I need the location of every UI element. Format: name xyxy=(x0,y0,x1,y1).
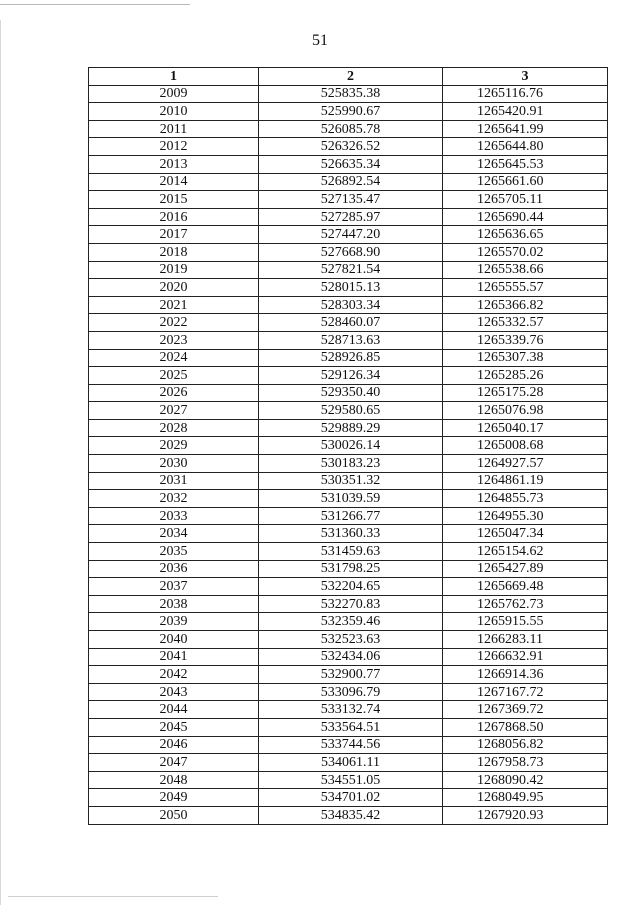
table-cell-col3: 1265555.57 xyxy=(443,279,608,297)
table-cell-col1: 2037 xyxy=(89,578,259,596)
table-cell-col1: 2023 xyxy=(89,331,259,349)
table-cell-col2: 533744.56 xyxy=(259,736,443,754)
table-header xyxy=(89,68,608,86)
table-cell-col3: 1265420.91 xyxy=(443,103,608,121)
table-row xyxy=(89,683,608,701)
table-cell-col2: 530183.23 xyxy=(259,455,443,473)
table-cell-col3: 1264955.30 xyxy=(443,507,608,525)
table-cell-col1: 2050 xyxy=(89,806,259,824)
table-cell-col2: 532523.63 xyxy=(259,631,443,649)
table-row xyxy=(89,208,608,226)
table-cell-col2: 525990.67 xyxy=(259,103,443,121)
table-cell-col1: 2024 xyxy=(89,349,259,367)
header-row xyxy=(89,68,608,86)
table-row xyxy=(89,718,608,736)
table-cell-col3: 1265339.76 xyxy=(443,331,608,349)
column-header-2: 2 xyxy=(259,68,443,86)
column-header-3: 3 xyxy=(443,68,608,86)
table-cell-col2: 528713.63 xyxy=(259,331,443,349)
table-cell-col1: 2018 xyxy=(89,243,259,261)
table-cell-col3: 1265705.11 xyxy=(443,191,608,209)
table-cell-col3: 1265661.60 xyxy=(443,173,608,191)
table-row xyxy=(89,296,608,314)
table-cell-col3: 1268049.95 xyxy=(443,789,608,807)
table-cell-col1: 2034 xyxy=(89,525,259,543)
table-row xyxy=(89,578,608,596)
table-row xyxy=(89,613,608,631)
table-cell-col1: 2044 xyxy=(89,701,259,719)
table-row xyxy=(89,595,608,613)
table-row xyxy=(89,314,608,332)
table-row xyxy=(89,155,608,173)
table-cell-col1: 2031 xyxy=(89,472,259,490)
scan-edge-top xyxy=(0,4,190,5)
table-cell-col1: 2032 xyxy=(89,490,259,508)
table-row xyxy=(89,419,608,437)
page-number: 51 xyxy=(312,32,328,49)
table-cell-col1: 2047 xyxy=(89,754,259,772)
table-cell-col1: 2013 xyxy=(89,155,259,173)
table-cell-col2: 529580.65 xyxy=(259,402,443,420)
table-cell-col3: 1266632.91 xyxy=(443,648,608,666)
table-cell-col2: 527285.97 xyxy=(259,208,443,226)
table-cell-col1: 2026 xyxy=(89,384,259,402)
table-cell-col2: 529126.34 xyxy=(259,367,443,385)
table-cell-col3: 1265076.98 xyxy=(443,402,608,420)
table-cell-col3: 1264861.19 xyxy=(443,472,608,490)
table-cell-col2: 530351.32 xyxy=(259,472,443,490)
table-cell-col2: 532270.83 xyxy=(259,595,443,613)
table-cell-col2: 534551.05 xyxy=(259,771,443,789)
table-cell-col2: 526635.34 xyxy=(259,155,443,173)
table-cell-col1: 2010 xyxy=(89,103,259,121)
table-cell-col2: 531459.63 xyxy=(259,543,443,561)
table-cell-col1: 2016 xyxy=(89,208,259,226)
table-row xyxy=(89,648,608,666)
table-row xyxy=(89,631,608,649)
table-row xyxy=(89,85,608,103)
table-row xyxy=(89,806,608,824)
table-row xyxy=(89,771,608,789)
table-cell-col2: 533096.79 xyxy=(259,683,443,701)
table-cell-col3: 1266283.11 xyxy=(443,631,608,649)
table-row xyxy=(89,331,608,349)
table-cell-col1: 2046 xyxy=(89,736,259,754)
table-cell-col1: 2038 xyxy=(89,595,259,613)
table-cell-col2: 528015.13 xyxy=(259,279,443,297)
table-cell-col3: 1265427.89 xyxy=(443,560,608,578)
table-cell-col3: 1265636.65 xyxy=(443,226,608,244)
table-cell-col3: 1265644.80 xyxy=(443,138,608,156)
table-cell-col3: 1265154.62 xyxy=(443,543,608,561)
table-cell-col2: 528303.34 xyxy=(259,296,443,314)
table-cell-col2: 532359.46 xyxy=(259,613,443,631)
table-cell-col1: 2033 xyxy=(89,507,259,525)
table-cell-col3: 1267369.72 xyxy=(443,701,608,719)
table-cell-col2: 531266.77 xyxy=(259,507,443,525)
table-cell-col3: 1265332.57 xyxy=(443,314,608,332)
table-row xyxy=(89,789,608,807)
table-cell-col3: 1265040.17 xyxy=(443,419,608,437)
table-cell-col1: 2015 xyxy=(89,191,259,209)
table-cell-col2: 532434.06 xyxy=(259,648,443,666)
table-row xyxy=(89,472,608,490)
table-cell-col2: 532900.77 xyxy=(259,666,443,684)
table-cell-col3: 1267920.93 xyxy=(443,806,608,824)
table-cell-col3: 1265641.99 xyxy=(443,120,608,138)
table-row xyxy=(89,261,608,279)
table-row xyxy=(89,349,608,367)
table-body xyxy=(89,85,608,824)
table-cell-col3: 1265047.34 xyxy=(443,525,608,543)
table-cell-col2: 534835.42 xyxy=(259,806,443,824)
table-cell-col2: 527821.54 xyxy=(259,261,443,279)
table-row xyxy=(89,138,608,156)
table-cell-col1: 2049 xyxy=(89,789,259,807)
scan-edge-left xyxy=(0,20,1,905)
table-cell-col2: 526085.78 xyxy=(259,120,443,138)
table-row xyxy=(89,701,608,719)
table-cell-col2: 531360.33 xyxy=(259,525,443,543)
table-cell-col1: 2027 xyxy=(89,402,259,420)
table-cell-col2: 534701.02 xyxy=(259,789,443,807)
table-cell-col2: 527668.90 xyxy=(259,243,443,261)
table-cell-col1: 2021 xyxy=(89,296,259,314)
table-cell-col1: 2043 xyxy=(89,683,259,701)
table-row xyxy=(89,455,608,473)
table-cell-col2: 525835.38 xyxy=(259,85,443,103)
table-cell-col3: 1265669.48 xyxy=(443,578,608,596)
table-cell-col3: 1264927.57 xyxy=(443,455,608,473)
table-row xyxy=(89,402,608,420)
table-cell-col2: 531798.25 xyxy=(259,560,443,578)
table-cell-col1: 2009 xyxy=(89,85,259,103)
table-cell-col1: 2022 xyxy=(89,314,259,332)
table-cell-col2: 526892.54 xyxy=(259,173,443,191)
table-cell-col3: 1264855.73 xyxy=(443,490,608,508)
table-cell-col1: 2029 xyxy=(89,437,259,455)
table-row xyxy=(89,367,608,385)
table-row xyxy=(89,173,608,191)
table-cell-col1: 2028 xyxy=(89,419,259,437)
table-cell-col3: 1267167.72 xyxy=(443,683,608,701)
table-cell-col1: 2014 xyxy=(89,173,259,191)
table-cell-col1: 2042 xyxy=(89,666,259,684)
table-cell-col3: 1265116.76 xyxy=(443,85,608,103)
table-row xyxy=(89,543,608,561)
table-cell-col2: 533564.51 xyxy=(259,718,443,736)
table-row xyxy=(89,103,608,121)
table-cell-col2: 533132.74 xyxy=(259,701,443,719)
table-cell-col3: 1265570.02 xyxy=(443,243,608,261)
table-cell-col3: 1265008.68 xyxy=(443,437,608,455)
table-cell-col3: 1268090.42 xyxy=(443,771,608,789)
table-row xyxy=(89,120,608,138)
table-row xyxy=(89,490,608,508)
table-cell-col2: 529350.40 xyxy=(259,384,443,402)
table-cell-col3: 1268056.82 xyxy=(443,736,608,754)
table-cell-col2: 534061.11 xyxy=(259,754,443,772)
table-cell-col1: 2030 xyxy=(89,455,259,473)
table-cell-col1: 2045 xyxy=(89,718,259,736)
table-cell-col1: 2017 xyxy=(89,226,259,244)
table-cell-col2: 530026.14 xyxy=(259,437,443,455)
table-cell-col3: 1265645.53 xyxy=(443,155,608,173)
table-cell-col1: 2012 xyxy=(89,138,259,156)
table-cell-col1: 2048 xyxy=(89,771,259,789)
table-row xyxy=(89,279,608,297)
table-cell-col1: 2039 xyxy=(89,613,259,631)
table-cell-col3: 1265175.28 xyxy=(443,384,608,402)
column-header-1: 1 xyxy=(89,68,259,86)
table-row xyxy=(89,243,608,261)
table-cell-col1: 2020 xyxy=(89,279,259,297)
table-cell-col2: 531039.59 xyxy=(259,490,443,508)
table-cell-col1: 2041 xyxy=(89,648,259,666)
table-cell-col3: 1265307.38 xyxy=(443,349,608,367)
table-cell-col2: 527447.20 xyxy=(259,226,443,244)
table-cell-col3: 1265915.55 xyxy=(443,613,608,631)
table-cell-col3: 1265285.26 xyxy=(443,367,608,385)
scan-edge-bottom xyxy=(8,896,218,897)
table-cell-col1: 2019 xyxy=(89,261,259,279)
table-cell-col1: 2025 xyxy=(89,367,259,385)
table-cell-col1: 2040 xyxy=(89,631,259,649)
table-cell-col3: 1265366.82 xyxy=(443,296,608,314)
table-cell-col1: 2035 xyxy=(89,543,259,561)
table-cell-col1: 2011 xyxy=(89,120,259,138)
table-row xyxy=(89,437,608,455)
coordinates-table xyxy=(88,67,608,825)
table-cell-col3: 1265538.66 xyxy=(443,261,608,279)
table-cell-col3: 1267958.73 xyxy=(443,754,608,772)
table-row xyxy=(89,525,608,543)
table-row xyxy=(89,754,608,772)
table-cell-col3: 1265690.44 xyxy=(443,208,608,226)
table-row xyxy=(89,666,608,684)
table-cell-col2: 528926.85 xyxy=(259,349,443,367)
table-cell-col3: 1267868.50 xyxy=(443,718,608,736)
table-cell-col3: 1266914.36 xyxy=(443,666,608,684)
table-cell-col2: 532204.65 xyxy=(259,578,443,596)
table-cell-col2: 528460.07 xyxy=(259,314,443,332)
table-row xyxy=(89,226,608,244)
table-row xyxy=(89,507,608,525)
table-row xyxy=(89,191,608,209)
table-cell-col1: 2036 xyxy=(89,560,259,578)
table-row xyxy=(89,736,608,754)
table-cell-col2: 527135.47 xyxy=(259,191,443,209)
table-row xyxy=(89,384,608,402)
table-cell-col3: 1265762.73 xyxy=(443,595,608,613)
table-cell-col2: 529889.29 xyxy=(259,419,443,437)
table-row xyxy=(89,560,608,578)
table-cell-col2: 526326.52 xyxy=(259,138,443,156)
